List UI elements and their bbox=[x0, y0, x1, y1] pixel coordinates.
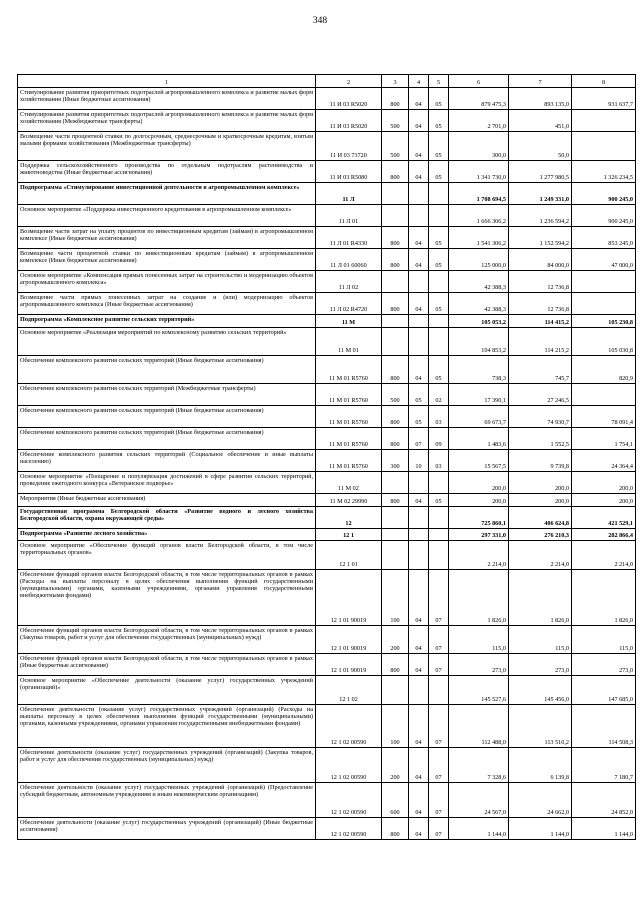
expense-type: 300 bbox=[382, 450, 409, 472]
amount-year-1: 200,0 bbox=[449, 472, 509, 494]
column-header: 2 bbox=[316, 75, 382, 88]
target-article-code: 11 Л 02 R4720 bbox=[316, 293, 382, 315]
amount-year-2: 113 510,2 bbox=[509, 705, 572, 748]
amount-year-3: 115,0 bbox=[572, 626, 636, 654]
target-article-code: 12 1 01 90019 bbox=[316, 654, 382, 676]
amount-year-3 bbox=[572, 132, 636, 161]
amount-year-2: 1 277 980,5 bbox=[509, 161, 572, 183]
expense-type: 100 bbox=[382, 705, 409, 748]
amount-year-3: 1 144,0 bbox=[572, 818, 636, 840]
amount-year-1: 297 331,0 bbox=[449, 529, 509, 541]
target-article-code: 12 bbox=[316, 507, 382, 529]
row-name: Государственная программа Белгородской области «Развитие водного и лесного хозяйства Белгородской области, охрана окружающей среды» bbox=[18, 507, 316, 529]
table-row bbox=[18, 356, 636, 384]
section: 04 bbox=[409, 88, 429, 110]
amount-year-1: 1 341 730,0 bbox=[449, 161, 509, 183]
section bbox=[409, 183, 429, 205]
section bbox=[409, 507, 429, 529]
subsection: 05 bbox=[429, 356, 449, 384]
table-row bbox=[18, 494, 636, 507]
target-article-code: 11 М 01 R5760 bbox=[316, 428, 382, 450]
row-name: Поддержка сельскохозяйственного производства по отдельным подотраслям растениеводства и животноводства (Иные бюджетные ассигнования) bbox=[18, 161, 316, 183]
amount-year-1: 1 708 694,5 bbox=[449, 183, 509, 205]
target-article-code: 11 И 03 R5020 bbox=[316, 110, 382, 132]
expense-type bbox=[382, 541, 409, 570]
target-article-code: 12 1 02 bbox=[316, 676, 382, 705]
row-name: Обеспечение деятельности (оказание услуг) государственных учреждений (организаций) (Иные бюджетные ассигнования) bbox=[18, 818, 316, 840]
amount-year-2: 12 736,8 bbox=[509, 271, 572, 293]
target-article-code: 11 М bbox=[316, 315, 382, 328]
row-name: Стимулирование развития приоритетных подотраслей агропромышленного комплекса и развитие малых форм хозяйствования (Иные бюджетные ассигнования) bbox=[18, 88, 316, 110]
amount-year-2: 114 415,2 bbox=[509, 315, 572, 328]
table-header-row bbox=[18, 75, 636, 88]
amount-year-3: 282 866,4 bbox=[572, 529, 636, 541]
row-name: Подпрограмма «Стимулирование инвестиционной деятельности в агропромышленном комплексе» bbox=[18, 183, 316, 205]
row-name: Мероприятия (Иные бюджетные ассигнования) bbox=[18, 494, 316, 507]
amount-year-1: 1 483,6 bbox=[449, 428, 509, 450]
expense-type bbox=[382, 205, 409, 227]
subsection: 07 bbox=[429, 748, 449, 783]
target-article-code: 11 М 01 R5760 bbox=[316, 406, 382, 428]
expense-type: 600 bbox=[382, 783, 409, 818]
target-article-code: 12 1 01 90019 bbox=[316, 570, 382, 626]
amount-year-3: 7 180,7 bbox=[572, 748, 636, 783]
subsection bbox=[429, 205, 449, 227]
expense-type: 800 bbox=[382, 654, 409, 676]
row-name: Обеспечение комплексного развития сельских территорий (Иные бюджетные ассигнования) bbox=[18, 428, 316, 450]
section: 10 bbox=[409, 450, 429, 472]
subsection bbox=[429, 183, 449, 205]
section: 04 bbox=[409, 818, 429, 840]
section: 04 bbox=[409, 654, 429, 676]
row-name: Основное мероприятие «Поддержка инвестиционного кредитования в агропромышленном комплексе» bbox=[18, 205, 316, 227]
subsection: 05 bbox=[429, 293, 449, 315]
row-name: Основное мероприятие «Реализация мероприятий по комплексному развитию сельских территорий» bbox=[18, 328, 316, 356]
amount-year-3: 78 091,4 bbox=[572, 406, 636, 428]
section: 04 bbox=[409, 783, 429, 818]
amount-year-2: 406 624,8 bbox=[509, 507, 572, 529]
row-name: Обеспечение комплексного развития сельских территорий (Межбюджетные трансферты) bbox=[18, 384, 316, 406]
target-article-code: 12 1 01 bbox=[316, 541, 382, 570]
amount-year-3: 1 754,1 bbox=[572, 428, 636, 450]
section: 07 bbox=[409, 428, 429, 450]
amount-year-2: 50,0 bbox=[509, 132, 572, 161]
subsection: 05 bbox=[429, 494, 449, 507]
table-row bbox=[18, 406, 636, 428]
section bbox=[409, 541, 429, 570]
amount-year-1: 273,0 bbox=[449, 654, 509, 676]
amount-year-3: 200,0 bbox=[572, 494, 636, 507]
amount-year-2: 12 736,8 bbox=[509, 293, 572, 315]
subsection: 03 bbox=[429, 406, 449, 428]
amount-year-3: 47 000,0 bbox=[572, 249, 636, 271]
amount-year-1: 200,0 bbox=[449, 494, 509, 507]
amount-year-2: 1 826,0 bbox=[509, 570, 572, 626]
section: 04 bbox=[409, 494, 429, 507]
amount-year-1: 2 214,0 bbox=[449, 541, 509, 570]
table-row bbox=[18, 161, 636, 183]
subsection: 05 bbox=[429, 110, 449, 132]
amount-year-2: 1 552,5 bbox=[509, 428, 572, 450]
target-article-code: 11 М 01 R5760 bbox=[316, 356, 382, 384]
row-name: Возмещение части процентной ставки по инвестиционным кредитам (займам) в агропромышленном комплексе (Иные бюджетные ассигнования) bbox=[18, 249, 316, 271]
expense-type: 800 bbox=[382, 161, 409, 183]
subsection: 05 bbox=[429, 161, 449, 183]
table-row bbox=[18, 315, 636, 328]
expense-type: 100 bbox=[382, 570, 409, 626]
expense-type: 800 bbox=[382, 818, 409, 840]
expense-type bbox=[382, 271, 409, 293]
amount-year-3 bbox=[572, 384, 636, 406]
amount-year-3: 105 030,8 bbox=[572, 328, 636, 356]
amount-year-2: 115,0 bbox=[509, 626, 572, 654]
subsection bbox=[429, 472, 449, 494]
target-article-code: 11 И 03 R5080 bbox=[316, 161, 382, 183]
amount-year-2: 1 152 594,2 bbox=[509, 227, 572, 249]
table-row bbox=[18, 541, 636, 570]
section: 04 bbox=[409, 132, 429, 161]
target-article-code: 11 М 02 29990 bbox=[316, 494, 382, 507]
amount-year-3 bbox=[572, 293, 636, 315]
table-row bbox=[18, 88, 636, 110]
amount-year-1: 738,3 bbox=[449, 356, 509, 384]
amount-year-3: 1 326 234,5 bbox=[572, 161, 636, 183]
table-row bbox=[18, 676, 636, 705]
amount-year-2: 200,0 bbox=[509, 494, 572, 507]
amount-year-1: 105 053,2 bbox=[449, 315, 509, 328]
row-name: Основное мероприятие «Обеспечение функций органов власти Белгородской области, в том числе территориальных органов» bbox=[18, 541, 316, 570]
subsection: 02 bbox=[429, 384, 449, 406]
amount-year-2: 6 139,8 bbox=[509, 748, 572, 783]
expense-type: 500 bbox=[382, 384, 409, 406]
section: 04 bbox=[409, 748, 429, 783]
row-name: Обеспечение деятельности (оказание услуг) государственных учреждений (организаций) (Закупка товаров, работ и услуг для обеспечения государственных (муниципальных) нужд) bbox=[18, 748, 316, 783]
amount-year-1: 69 673,7 bbox=[449, 406, 509, 428]
row-name: Основное мероприятие «Обеспечение деятельности (оказание услуг) государственных учреждений (организаций)» bbox=[18, 676, 316, 705]
amount-year-3: 2 214,0 bbox=[572, 541, 636, 570]
expense-type: 800 bbox=[382, 356, 409, 384]
expense-type: 800 bbox=[382, 406, 409, 428]
table-row bbox=[18, 783, 636, 818]
target-article-code: 11 И 03 73720 bbox=[316, 132, 382, 161]
amount-year-1: 1 144,0 bbox=[449, 818, 509, 840]
target-article-code: 11 И 03 R5020 bbox=[316, 88, 382, 110]
column-header: 5 bbox=[429, 75, 449, 88]
table-row bbox=[18, 183, 636, 205]
section: 04 bbox=[409, 356, 429, 384]
subsection: 07 bbox=[429, 654, 449, 676]
table-row bbox=[18, 384, 636, 406]
amount-year-2: 1 144,0 bbox=[509, 818, 572, 840]
subsection bbox=[429, 529, 449, 541]
table-row bbox=[18, 450, 636, 472]
amount-year-3 bbox=[572, 110, 636, 132]
amount-year-1: 17 390,1 bbox=[449, 384, 509, 406]
expense-type: 800 bbox=[382, 293, 409, 315]
table-row bbox=[18, 328, 636, 356]
table-row bbox=[18, 818, 636, 840]
amount-year-1: 112 488,0 bbox=[449, 705, 509, 748]
section bbox=[409, 328, 429, 356]
amount-year-2: 27 246,5 bbox=[509, 384, 572, 406]
section: 04 bbox=[409, 626, 429, 654]
row-name: Подпрограмма «Комплексное развитие сельских территорий» bbox=[18, 315, 316, 328]
amount-year-1: 1 826,0 bbox=[449, 570, 509, 626]
row-name: Возмещение части прямых понесенных затрат на создание и (или) модернизацию объектов агропромышленного комплекса (Иные бюджетные ассигнования) bbox=[18, 293, 316, 315]
subsection: 05 bbox=[429, 227, 449, 249]
table-row bbox=[18, 654, 636, 676]
table-row bbox=[18, 748, 636, 783]
target-article-code: 12 1 bbox=[316, 529, 382, 541]
section: 04 bbox=[409, 161, 429, 183]
amount-year-3: 1 826,0 bbox=[572, 570, 636, 626]
target-article-code: 11 М 01 bbox=[316, 328, 382, 356]
subsection: 05 bbox=[429, 249, 449, 271]
expense-type bbox=[382, 472, 409, 494]
target-article-code: 12 1 02 00590 bbox=[316, 748, 382, 783]
section bbox=[409, 676, 429, 705]
table-row bbox=[18, 626, 636, 654]
section: 04 bbox=[409, 705, 429, 748]
expense-type bbox=[382, 315, 409, 328]
target-article-code: 12 1 02 00590 bbox=[316, 783, 382, 818]
row-name: Обеспечение комплексного развития сельских территорий (Социальное обеспечение и иные выплаты населению) bbox=[18, 450, 316, 472]
row-name: Обеспечение комплексного развития сельских территорий (Иные бюджетные ассигнования) bbox=[18, 356, 316, 384]
amount-year-3: 105 230,8 bbox=[572, 315, 636, 328]
amount-year-2: 2 214,0 bbox=[509, 541, 572, 570]
target-article-code: 11 М 01 R5760 bbox=[316, 450, 382, 472]
row-name: Обеспечение деятельности (оказание услуг) государственных учреждений (организаций) (Предоставление субсидий бюджетным, автономным учреждениям и иным некоммерческим организациям) bbox=[18, 783, 316, 818]
section: 04 bbox=[409, 249, 429, 271]
expense-type: 800 bbox=[382, 428, 409, 450]
amount-year-2: 114 215,2 bbox=[509, 328, 572, 356]
subsection bbox=[429, 315, 449, 328]
amount-year-1: 42 388,3 bbox=[449, 293, 509, 315]
row-name: Возмещение части процентной ставки по долгосрочным, среднесрочным и краткосрочным кредитам, взятым малыми формами хозяйствования (Межбюджетные трансферты) bbox=[18, 132, 316, 161]
amount-year-1: 104 853,2 bbox=[449, 328, 509, 356]
amount-year-1: 24 567,0 bbox=[449, 783, 509, 818]
target-article-code: 11 М 01 R5760 bbox=[316, 384, 382, 406]
expense-type bbox=[382, 529, 409, 541]
table-row bbox=[18, 205, 636, 227]
table-body bbox=[18, 88, 636, 840]
target-article-code: 11 Л 01 bbox=[316, 205, 382, 227]
amount-year-2: 745,7 bbox=[509, 356, 572, 384]
amount-year-3: 114 508,3 bbox=[572, 705, 636, 748]
row-name: Обеспечение функций органов власти Белгородской области, в том числе территориальных органов в рамках (Расходы на выплаты персоналу в целях обеспечения выполнения функций государственными (муниципальными) органами, казенными учреждениями, органами управления государственными внебюджетными фондами) bbox=[18, 570, 316, 626]
target-article-code: 12 1 02 00590 bbox=[316, 818, 382, 840]
expense-type: 500 bbox=[382, 132, 409, 161]
subsection bbox=[429, 507, 449, 529]
amount-year-2: 276 210,3 bbox=[509, 529, 572, 541]
section: 05 bbox=[409, 384, 429, 406]
page-number: 348 bbox=[312, 16, 328, 26]
column-header: 6 bbox=[449, 75, 509, 88]
table-row bbox=[18, 293, 636, 315]
table-row bbox=[18, 132, 636, 161]
subsection: 09 bbox=[429, 428, 449, 450]
amount-year-2: 1 249 331,0 bbox=[509, 183, 572, 205]
amount-year-2: 893 135,0 bbox=[509, 88, 572, 110]
target-article-code: 11 Л 02 bbox=[316, 271, 382, 293]
subsection: 07 bbox=[429, 626, 449, 654]
subsection: 07 bbox=[429, 705, 449, 748]
amount-year-1: 725 860,1 bbox=[449, 507, 509, 529]
expense-type: 200 bbox=[382, 748, 409, 783]
expense-type: 800 bbox=[382, 88, 409, 110]
amount-year-3: 24 364,4 bbox=[572, 450, 636, 472]
amount-year-1: 879 475,3 bbox=[449, 88, 509, 110]
amount-year-2: 273,0 bbox=[509, 654, 572, 676]
row-name: Возмещение части затрат на уплату процентов по инвестиционным кредитам (займам) в агропромышленном комплексе (Иные бюджетные ассигнования) bbox=[18, 227, 316, 249]
amount-year-1: 2 701,0 bbox=[449, 110, 509, 132]
amount-year-3: 853 245,0 bbox=[572, 227, 636, 249]
expense-type: 800 bbox=[382, 494, 409, 507]
section bbox=[409, 529, 429, 541]
amount-year-3 bbox=[572, 271, 636, 293]
amount-year-2: 24 662,0 bbox=[509, 783, 572, 818]
amount-year-3: 200,0 bbox=[572, 472, 636, 494]
expense-type bbox=[382, 676, 409, 705]
row-name: Обеспечение деятельности (оказание услуг) государственных учреждений (организаций) (Расходы на выплаты персоналу в целях обеспечения выполнения функций государственными (муниципальными) органами, казенными учреждениями, органами управления государственными внебюджетными фондами) bbox=[18, 705, 316, 748]
expense-type: 800 bbox=[382, 227, 409, 249]
section bbox=[409, 271, 429, 293]
amount-year-3: 900 245,0 bbox=[572, 183, 636, 205]
amount-year-2: 9 739,8 bbox=[509, 450, 572, 472]
subsection: 05 bbox=[429, 132, 449, 161]
budget-table bbox=[17, 74, 636, 840]
target-article-code: 11 Л 01 60060 bbox=[316, 249, 382, 271]
amount-year-3: 421 529,1 bbox=[572, 507, 636, 529]
amount-year-1: 125 000,0 bbox=[449, 249, 509, 271]
amount-year-3: 931 637,7 bbox=[572, 88, 636, 110]
expense-type bbox=[382, 507, 409, 529]
section bbox=[409, 472, 429, 494]
amount-year-2: 451,0 bbox=[509, 110, 572, 132]
amount-year-1: 42 388,3 bbox=[449, 271, 509, 293]
table-row bbox=[18, 271, 636, 293]
table-row bbox=[18, 227, 636, 249]
amount-year-2: 74 930,7 bbox=[509, 406, 572, 428]
row-name: Стимулирование развития приоритетных подотраслей агропромышленного комплекса и развитие малых форм хозяйствования (Межбюджетные трансферты) bbox=[18, 110, 316, 132]
target-article-code: 12 1 02 00590 bbox=[316, 705, 382, 748]
target-article-code: 12 1 01 90019 bbox=[316, 626, 382, 654]
table-row bbox=[18, 110, 636, 132]
subsection: 07 bbox=[429, 570, 449, 626]
row-name: Обеспечение комплексного развития сельских территорий (Иные бюджетные ассигнования) bbox=[18, 406, 316, 428]
section: 04 bbox=[409, 110, 429, 132]
amount-year-1: 300,0 bbox=[449, 132, 509, 161]
subsection bbox=[429, 676, 449, 705]
row-name: Основное мероприятие «Компенсация прямых понесенных затрат на строительство и модернизацию объектов агропромышленного комплекса» bbox=[18, 271, 316, 293]
amount-year-3: 147 685,0 bbox=[572, 676, 636, 705]
amount-year-3: 24 852,0 bbox=[572, 783, 636, 818]
amount-year-2: 1 236 594,2 bbox=[509, 205, 572, 227]
column-header: 4 bbox=[409, 75, 429, 88]
subsection: 07 bbox=[429, 818, 449, 840]
amount-year-2: 145 456,0 bbox=[509, 676, 572, 705]
amount-year-1: 115,0 bbox=[449, 626, 509, 654]
subsection: 03 bbox=[429, 450, 449, 472]
section: 04 bbox=[409, 570, 429, 626]
amount-year-3: 820,9 bbox=[572, 356, 636, 384]
subsection bbox=[429, 328, 449, 356]
column-header: 8 bbox=[572, 75, 636, 88]
table-row bbox=[18, 428, 636, 450]
expense-type: 200 bbox=[382, 626, 409, 654]
row-name: Обеспечение функций органов власти Белгородской области, в том числе территориальных органов в рамках (Иные бюджетные ассигнования) bbox=[18, 654, 316, 676]
target-article-code: 11 Л bbox=[316, 183, 382, 205]
amount-year-3: 273,0 bbox=[572, 654, 636, 676]
subsection bbox=[429, 271, 449, 293]
table-row bbox=[18, 705, 636, 748]
row-name: Обеспечение функций органов власти Белгородской области, в том числе территориальных органов в рамках (Закупка товаров, работ и услуг для обеспечения государственных (муниципальных) нужд) bbox=[18, 626, 316, 654]
table-row bbox=[18, 472, 636, 494]
target-article-code: 11 М 02 bbox=[316, 472, 382, 494]
subsection: 05 bbox=[429, 88, 449, 110]
target-article-code: 11 Л 01 R4330 bbox=[316, 227, 382, 249]
subsection bbox=[429, 541, 449, 570]
row-name: Основное мероприятие «Поощрение и популяризация достижений в сфере развития сельских территорий, проведение ежегодного конкурса «Ветеранское подворье» bbox=[18, 472, 316, 494]
column-header: 3 bbox=[382, 75, 409, 88]
table-row bbox=[18, 507, 636, 529]
subsection: 07 bbox=[429, 783, 449, 818]
amount-year-1: 1 541 306,2 bbox=[449, 227, 509, 249]
row-name: Подпрограмма «Развитие лесного хозяйства» bbox=[18, 529, 316, 541]
amount-year-1: 15 567,5 bbox=[449, 450, 509, 472]
amount-year-1: 145 527,6 bbox=[449, 676, 509, 705]
amount-year-1: 7 328,6 bbox=[449, 748, 509, 783]
amount-year-3: 900 245,0 bbox=[572, 205, 636, 227]
amount-year-2: 200,0 bbox=[509, 472, 572, 494]
section: 05 bbox=[409, 406, 429, 428]
table-row bbox=[18, 570, 636, 626]
amount-year-2: 84 000,0 bbox=[509, 249, 572, 271]
expense-type: 800 bbox=[382, 249, 409, 271]
expense-type bbox=[382, 328, 409, 356]
amount-year-1: 1 666 306,2 bbox=[449, 205, 509, 227]
column-header: 7 bbox=[509, 75, 572, 88]
expense-type: 500 bbox=[382, 110, 409, 132]
table-row bbox=[18, 249, 636, 271]
section: 04 bbox=[409, 293, 429, 315]
section: 04 bbox=[409, 227, 429, 249]
section bbox=[409, 315, 429, 328]
expense-type bbox=[382, 183, 409, 205]
table-row bbox=[18, 529, 636, 541]
column-header: 1 bbox=[18, 75, 316, 88]
section bbox=[409, 205, 429, 227]
